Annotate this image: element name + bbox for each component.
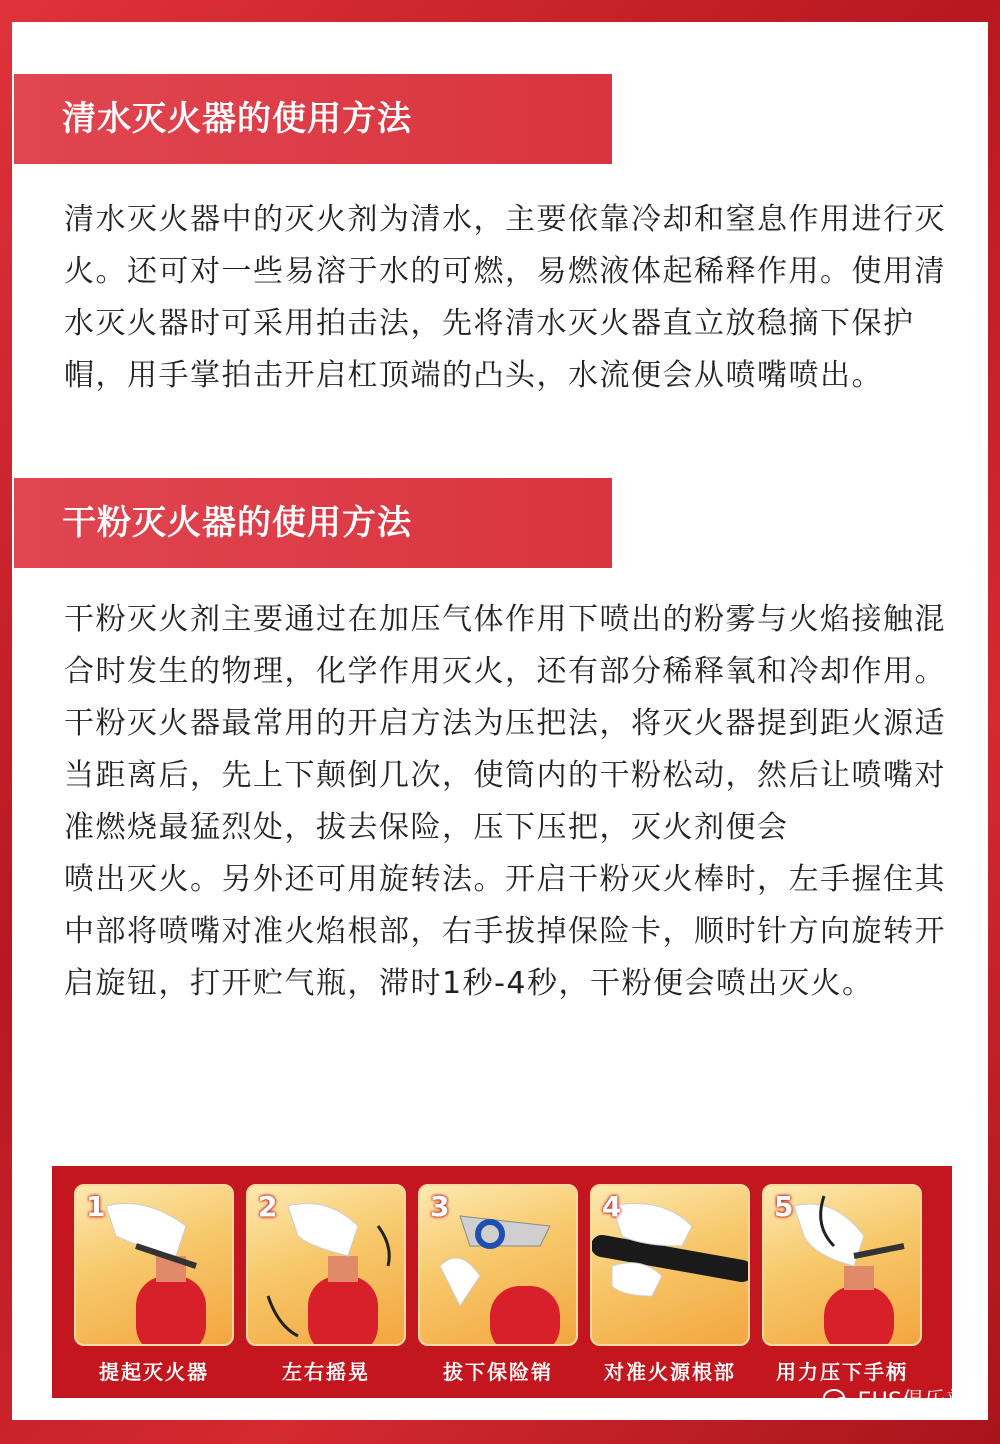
watermark-text: EHS俱乐部 (857, 1389, 968, 1414)
step-image (762, 1184, 922, 1346)
paragraph: 清水灭火器中的灭火剂为清水，主要依靠冷却和窒息作用进行灭火。还可对一些易溶于水的可燃，易燃液体起稀释作用。使用清水灭火器时可采用拍击法，先将清水灭火器直立放稳摘下保护帽，用手掌拍击开启杠顶端的凸头，水流便会从喷嘴喷出。 (64, 202, 946, 393)
step-4 (590, 1184, 750, 1384)
step-number: 2 (258, 1190, 278, 1223)
usage-steps-illustration (52, 1166, 952, 1398)
step-label: 用力压下手柄 (776, 1360, 908, 1384)
step-5 (762, 1184, 922, 1384)
content-panel (12, 22, 988, 1420)
wechat-icon (822, 1387, 852, 1413)
step-number: 4 (602, 1190, 622, 1223)
section-body-powder (64, 594, 964, 1010)
step-label: 拔下保险销 (443, 1360, 553, 1384)
step-1 (74, 1184, 234, 1384)
step-label: 对准火源根部 (604, 1360, 736, 1384)
paragraph: 干粉灭火器最常用的开启方法为压把法，将灭火器提到距火源适当距离后，先上下颠倒几次，使筒内的干粉松动，然后让喷嘴对准燃烧最猛烈处，拔去保险，压下压把，灭火剂便会 (64, 706, 946, 845)
step-image (246, 1184, 406, 1346)
paragraph: 喷出灭火。另外还可用旋转法。开启干粉灭火棒时，左手握住其中部将喷嘴对准火焰根部，右手拔掉保险卡，顺时针方向旋转开启旋钮，打开贮气瓶，滞时1秒-4秒，干粉便会喷出灭火。 (64, 862, 946, 1001)
step-number: 5 (774, 1190, 794, 1223)
watermark (822, 1384, 968, 1415)
section-heading-powder: 干粉灭火器的使用方法 (14, 478, 612, 568)
step-image (418, 1184, 578, 1346)
step-3 (418, 1184, 578, 1384)
step-label: 提起灭火器 (99, 1360, 209, 1384)
step-number: 3 (430, 1190, 450, 1223)
step-label: 左右摇晃 (282, 1360, 370, 1384)
paragraph: 干粉灭火剂主要通过在加压气体作用下喷出的粉雾与火焰接触混合时发生的物理，化学作用灭火，还有部分稀释氧和冷却作用。 (64, 602, 946, 689)
step-image (74, 1184, 234, 1346)
section-heading-water: 清水灭火器的使用方法 (14, 74, 612, 164)
step-2 (246, 1184, 406, 1384)
step-number: 1 (86, 1190, 106, 1223)
step-image (590, 1184, 750, 1346)
section-body-water (64, 194, 964, 402)
